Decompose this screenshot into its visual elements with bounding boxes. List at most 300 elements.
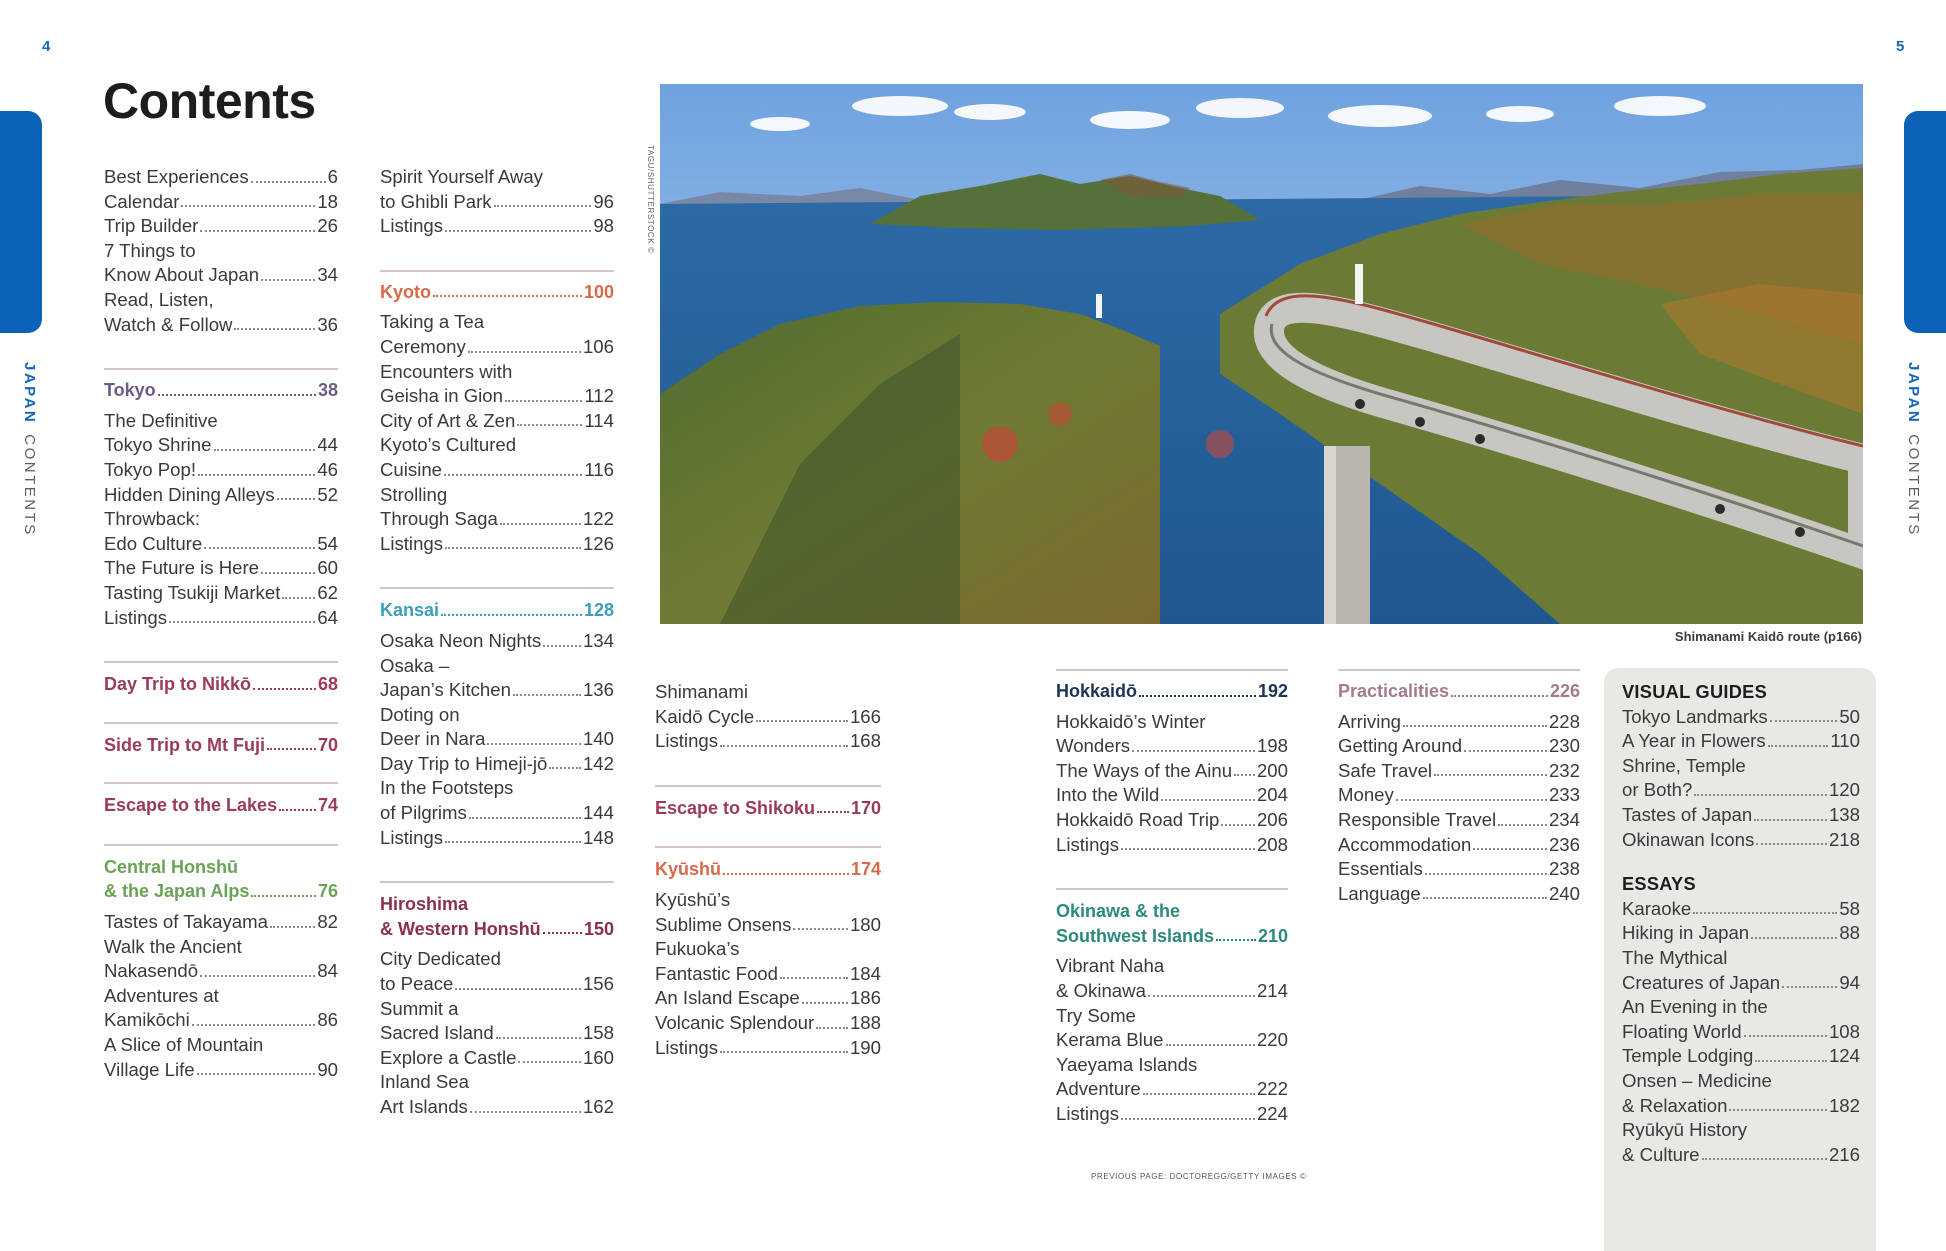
- toc-entry[interactable]: [380, 458, 614, 483]
- heading-page: 76: [317, 881, 338, 902]
- toc-list-kyushu: [655, 888, 881, 1060]
- entry-title: Wonders: [1056, 735, 1131, 757]
- toc-entry[interactable]: [1622, 897, 1860, 922]
- entry-page: 90: [317, 1058, 338, 1080]
- section-divider: [380, 587, 614, 589]
- dot-leader: [1498, 824, 1547, 826]
- toc-entry[interactable]: [1338, 882, 1580, 907]
- toc-entry[interactable]: [380, 752, 614, 777]
- essays-heading: ESSAYS: [1622, 874, 1696, 895]
- entry-page: 220: [1256, 1029, 1288, 1051]
- dot-leader: [816, 1027, 848, 1029]
- toc-heading-kansai[interactable]: [380, 598, 614, 623]
- dot-leader: [720, 745, 848, 747]
- toc-entry[interactable]: [1056, 1102, 1288, 1127]
- toc-entry-line[interactable]: Shimanami: [655, 681, 749, 702]
- visual-guides-list: [1622, 705, 1860, 853]
- toc-list-okinawa: [1056, 954, 1288, 1126]
- entry-title: Tokyo Pop!: [104, 458, 196, 480]
- entry-title: Japan’s Kitchen: [380, 679, 511, 701]
- toc-entry-line[interactable]: Shrine, Temple: [1622, 754, 1746, 776]
- section-divider: [104, 722, 338, 724]
- dot-leader: [234, 328, 315, 330]
- dot-leader: [1434, 774, 1547, 776]
- entry-page: 162: [582, 1096, 614, 1117]
- entry-title: Listings: [104, 606, 168, 628]
- toc-entry[interactable]: [104, 458, 338, 483]
- toc-heading-alps[interactable]: [104, 879, 338, 904]
- essays-list: [1622, 897, 1860, 1168]
- toc-entry-line[interactable]: Spirit Yourself Away: [380, 166, 543, 187]
- toc-entry[interactable]: [1056, 759, 1288, 784]
- entry-page: 144: [582, 802, 614, 824]
- toc-list-hokkaido: [1056, 710, 1288, 858]
- entry-title: Listings: [655, 1036, 719, 1058]
- dot-leader: [793, 928, 848, 930]
- entry-title: Temple Lodging: [1622, 1045, 1754, 1067]
- dot-leader: [470, 1111, 581, 1113]
- dot-leader: [455, 988, 581, 990]
- entry-title: Listings: [655, 730, 719, 752]
- toc-entry[interactable]: [104, 1008, 338, 1033]
- toc-heading-nikko[interactable]: [104, 672, 338, 697]
- toc-entry[interactable]: [104, 1058, 338, 1083]
- entry-title: Osaka Neon Nights: [380, 629, 542, 651]
- photo-illustration: [660, 84, 1863, 624]
- dot-leader: [445, 547, 581, 549]
- toc-entry-line[interactable]: The Definitive: [104, 409, 218, 431]
- toc-entry[interactable]: [655, 913, 881, 938]
- toc-entry[interactable]: [655, 962, 881, 987]
- entry-page: 62: [317, 581, 338, 603]
- toc-entry-line[interactable]: Hokkaidō’s Winter: [1056, 710, 1206, 732]
- toc-entry[interactable]: [1056, 833, 1288, 858]
- entry-page: 18: [317, 190, 338, 212]
- entry-title: Essentials: [1338, 858, 1423, 880]
- entry-page: 218: [1828, 828, 1860, 850]
- entry-page: 84: [317, 960, 338, 982]
- dot-leader: [1396, 799, 1547, 801]
- dot-leader: [468, 351, 581, 353]
- entry-title: Explore a Castle: [380, 1046, 517, 1068]
- toc-heading-okinawa[interactable]: [1056, 924, 1288, 949]
- toc-entry[interactable]: [104, 483, 338, 508]
- toc-entry[interactable]: [1622, 1020, 1860, 1045]
- entry-title: City of Art & Zen: [380, 409, 516, 431]
- entry-page: 190: [849, 1036, 881, 1058]
- dot-leader: [192, 1024, 316, 1026]
- heading-page: 210: [1257, 925, 1288, 946]
- toc-entry[interactable]: [1338, 808, 1580, 833]
- toc-entry[interactable]: [104, 214, 338, 239]
- toc-heading-hokkaido[interactable]: [1056, 679, 1288, 704]
- entry-title: Hidden Dining Alleys: [104, 483, 275, 505]
- entry-title: Money: [1338, 784, 1394, 806]
- toc-entry[interactable]: [1622, 1143, 1860, 1168]
- toc-entry-line[interactable]: Strolling: [380, 483, 448, 505]
- dot-leader: [282, 597, 315, 599]
- entry-page: 88: [1839, 922, 1860, 944]
- dot-leader: [1770, 720, 1838, 722]
- toc-entry[interactable]: [104, 556, 338, 581]
- hero-photo-shimanami: [660, 84, 1863, 624]
- toc-entry[interactable]: [104, 190, 338, 215]
- heading-page: 150: [583, 918, 614, 939]
- dot-leader: [445, 230, 591, 232]
- entry-page: 166: [849, 705, 881, 727]
- heading-page: 128: [583, 600, 614, 621]
- heading-text: Hokkaidō: [1056, 681, 1138, 701]
- dot-leader: [802, 1002, 848, 1004]
- toc-entry[interactable]: [104, 433, 338, 458]
- section-divider: [104, 782, 338, 784]
- heading-text: Kansai: [380, 600, 440, 621]
- toc-entry-line[interactable]: Summit a: [380, 997, 459, 1019]
- entry-title: Calendar: [104, 190, 180, 212]
- entry-page: 228: [1548, 710, 1580, 732]
- section-divider: [1056, 669, 1288, 671]
- toc-list-alps: [104, 910, 338, 1082]
- toc-list-hiroshima: [380, 947, 614, 1119]
- toc-entry[interactable]: [655, 986, 881, 1011]
- entry-page: 234: [1548, 808, 1580, 830]
- entry-page: 232: [1548, 759, 1580, 781]
- dot-leader: [1121, 1118, 1255, 1120]
- entry-title: Listings: [1056, 1102, 1120, 1124]
- entry-title: Listings: [380, 826, 444, 848]
- toc-entry[interactable]: [380, 532, 614, 557]
- toc-entry[interactable]: [380, 384, 614, 409]
- toc-entry-line[interactable]: The Mythical: [1622, 946, 1728, 968]
- toc-heading-hiroshima-line1[interactable]: Hiroshima: [380, 894, 469, 915]
- toc-entry[interactable]: [104, 532, 338, 557]
- dot-leader: [549, 767, 581, 769]
- dot-leader: [445, 841, 581, 843]
- entry-title: Responsible Travel: [1338, 808, 1497, 830]
- toc-heading-fuji[interactable]: [104, 733, 338, 758]
- entry-page: 148: [582, 826, 614, 848]
- toc-entry-line[interactable]: An Evening in the: [1622, 996, 1768, 1018]
- dot-leader: [469, 817, 581, 819]
- toc-entry-line[interactable]: Yaeyama Islands: [1056, 1053, 1198, 1075]
- entry-title: Tastes of Japan: [1622, 803, 1753, 825]
- entry-page: 134: [582, 629, 614, 651]
- dot-leader: [444, 474, 582, 476]
- toc-entry[interactable]: [104, 263, 338, 288]
- toc-entry-line[interactable]: Kyūshū’s: [655, 888, 731, 910]
- dot-leader: [169, 621, 315, 623]
- dot-leader: [518, 1061, 581, 1063]
- entry-page: 236: [1548, 833, 1580, 855]
- side-label-section: CONTENTS: [1905, 434, 1922, 537]
- entry-page: 122: [582, 508, 614, 530]
- toc-entry-line[interactable]: Adventures at: [104, 984, 219, 1006]
- toc-entry[interactable]: [380, 1095, 614, 1120]
- toc-column-3: [655, 680, 881, 1060]
- toc-entry[interactable]: [1622, 705, 1860, 730]
- entry-title: Geisha in Gion: [380, 385, 503, 407]
- toc-entry[interactable]: [380, 826, 614, 851]
- entry-title: Watch & Follow: [104, 313, 233, 335]
- entry-title: Safe Travel: [1338, 759, 1433, 781]
- toc-entry-line[interactable]: In the Footsteps: [380, 777, 514, 799]
- entry-page: 124: [1828, 1045, 1860, 1067]
- toc-entry[interactable]: [1338, 783, 1580, 808]
- dot-leader: [200, 975, 315, 977]
- dot-leader: [1234, 774, 1255, 776]
- heading-text: Side Trip to Mt Fuji: [104, 734, 265, 755]
- page-number-right: 5: [1896, 38, 1905, 55]
- dot-leader: [1148, 995, 1255, 997]
- entry-page: 156: [582, 973, 614, 995]
- toc-entry-line[interactable]: Throwback:: [104, 508, 201, 530]
- toc-entry[interactable]: [1338, 833, 1580, 858]
- toc-entry[interactable]: [1622, 1094, 1860, 1119]
- entry-page: 108: [1828, 1020, 1860, 1042]
- entry-page: 34: [317, 264, 338, 286]
- entry-title: Adventure: [1056, 1078, 1141, 1100]
- side-label-book: JAPAN: [21, 362, 38, 425]
- entry-page: 106: [582, 335, 614, 357]
- dot-leader: [251, 181, 326, 183]
- entry-title: Through Saga: [380, 508, 498, 530]
- toc-entry[interactable]: [1338, 759, 1580, 784]
- entry-page: 52: [317, 483, 338, 505]
- toc-entry[interactable]: [380, 1021, 614, 1046]
- toc-entry[interactable]: [1622, 778, 1860, 803]
- entry-title: Cuisine: [380, 458, 443, 480]
- page-number-left: 4: [42, 38, 51, 55]
- toc-heading-practicalities[interactable]: [1338, 679, 1580, 704]
- toc-entry-line[interactable]: Ryūkyū History: [1622, 1119, 1748, 1141]
- heading-text: Southwest Islands: [1056, 925, 1215, 946]
- dot-leader: [1702, 1158, 1827, 1160]
- toc-heading-shikoku[interactable]: [655, 796, 881, 821]
- toc-entry[interactable]: [380, 409, 614, 434]
- heading-page: 174: [850, 859, 881, 880]
- entry-page: 96: [593, 190, 614, 212]
- photo-credit-vertical: TAGU/SHUTTERSTOCK ©: [646, 145, 655, 254]
- previous-page-credit: PREVIOUS PAGE: DOCTOREGG/GETTY IMAGES ©: [1091, 1172, 1307, 1181]
- dot-leader: [261, 572, 315, 574]
- heading-page: 170: [850, 797, 881, 818]
- toc-entry[interactable]: [1056, 734, 1288, 759]
- dot-leader: [1423, 897, 1547, 899]
- entry-page: 120: [1828, 779, 1860, 801]
- toc-entry-line[interactable]: Walk the Ancient: [104, 935, 242, 957]
- entry-page: 198: [1256, 735, 1288, 757]
- entry-page: 188: [849, 1011, 881, 1033]
- toc-entry-line[interactable]: Inland Sea: [380, 1071, 469, 1093]
- toc-entry[interactable]: [1622, 921, 1860, 946]
- entry-page: 86: [317, 1009, 338, 1031]
- toc-entry[interactable]: [1338, 857, 1580, 882]
- dot-leader: [270, 926, 315, 928]
- toc-list-practicalities: [1338, 710, 1580, 907]
- toc-heading-okinawa-line1[interactable]: Okinawa & the: [1056, 901, 1181, 922]
- toc-entry-line[interactable]: Vibrant Naha: [1056, 955, 1165, 977]
- toc-entry[interactable]: [1622, 971, 1860, 996]
- dot-leader: [1755, 1060, 1827, 1062]
- toc-entry[interactable]: [380, 1046, 614, 1071]
- toc-list-kansai: [380, 629, 614, 850]
- dot-leader: [1768, 745, 1829, 747]
- toc-heading-kyushu[interactable]: [655, 857, 881, 882]
- dot-leader: [1121, 848, 1255, 850]
- entry-page: 140: [582, 728, 614, 750]
- entry-title: & Relaxation: [1622, 1094, 1728, 1116]
- entry-page: 126: [582, 532, 614, 554]
- toc-entry[interactable]: [380, 801, 614, 826]
- toc-entry[interactable]: [104, 581, 338, 606]
- toc-entry-line[interactable]: Read, Listen,: [104, 288, 214, 310]
- heading-page: 226: [1549, 681, 1580, 701]
- section-divider: [655, 785, 881, 787]
- toc-entry[interactable]: [1056, 1028, 1288, 1053]
- entry-title: An Island Escape: [655, 987, 800, 1009]
- toc-entry[interactable]: [104, 959, 338, 984]
- dot-leader: [197, 1073, 316, 1075]
- toc-entry[interactable]: [1338, 734, 1580, 759]
- dot-leader: [1161, 799, 1255, 801]
- entry-page: 94: [1839, 971, 1860, 993]
- dot-leader: [1473, 848, 1547, 850]
- entry-page: 216: [1828, 1143, 1860, 1165]
- toc-entry[interactable]: [655, 1011, 881, 1036]
- toc-list-intro: [380, 165, 614, 239]
- heading-text: Day Trip to Nikkō: [104, 674, 252, 695]
- entry-page: 58: [1839, 897, 1860, 919]
- side-label-section: CONTENTS: [21, 434, 38, 537]
- entry-title: Sacred Island: [380, 1022, 494, 1044]
- toc-heading-alps-line1[interactable]: Central Honshū: [104, 856, 239, 877]
- entry-page: 230: [1548, 735, 1580, 757]
- toc-entry[interactable]: [380, 190, 614, 215]
- entry-title: & Culture: [1622, 1143, 1700, 1165]
- entry-title: Arriving: [1338, 710, 1402, 732]
- heading-text: Tokyo: [104, 380, 156, 401]
- entry-page: 214: [1256, 979, 1288, 1001]
- toc-entry[interactable]: [380, 972, 614, 997]
- dot-leader: [261, 279, 315, 281]
- toc-entry[interactable]: [1622, 1044, 1860, 1069]
- heading-page: 38: [317, 380, 338, 401]
- entry-page: 168: [849, 730, 881, 752]
- toc-entry[interactable]: [1338, 710, 1580, 735]
- toc-heading-kyoto[interactable]: [380, 280, 614, 305]
- toc-entry[interactable]: [655, 1036, 881, 1061]
- dot-leader: [494, 205, 592, 207]
- toc-entry[interactable]: [104, 165, 338, 190]
- toc-entry[interactable]: [1622, 828, 1860, 853]
- heading-text: Escape to Shikoku: [655, 797, 816, 818]
- dot-leader: [181, 205, 315, 207]
- toc-entry-line[interactable]: Taking a Tea: [380, 311, 485, 333]
- toc-entry-line[interactable]: Fukuoka’s: [655, 938, 740, 960]
- heading-page: 70: [317, 734, 338, 755]
- toc-entry[interactable]: [380, 214, 614, 239]
- toc-entry[interactable]: [655, 705, 881, 730]
- toc-entry[interactable]: [1056, 783, 1288, 808]
- toc-entry[interactable]: [380, 629, 614, 654]
- section-divider: [104, 661, 338, 663]
- entry-title: & Okinawa: [1056, 979, 1146, 1001]
- toc-entry[interactable]: [104, 313, 338, 338]
- entry-page: 158: [582, 1022, 614, 1044]
- entry-page: 184: [849, 962, 881, 984]
- toc-entry-line[interactable]: Kyoto’s Cultured: [380, 434, 517, 456]
- entry-page: 36: [317, 313, 338, 335]
- entry-page: 142: [582, 752, 614, 774]
- entry-page: 224: [1256, 1102, 1288, 1124]
- entry-title: A Year in Flowers: [1622, 730, 1766, 752]
- toc-entry[interactable]: [1056, 808, 1288, 833]
- entry-title: Fantastic Food: [655, 962, 778, 984]
- toc-entry-line[interactable]: Doting on: [380, 703, 460, 725]
- toc-list-intro: [104, 165, 338, 337]
- section-divider: [104, 844, 338, 846]
- toc-heading-hiroshima[interactable]: [380, 917, 614, 942]
- toc-list-kyoto: [380, 310, 614, 556]
- heading-text: Kyoto: [380, 281, 431, 302]
- toc-entry[interactable]: [104, 606, 338, 631]
- toc-entry[interactable]: [380, 335, 614, 360]
- toc-list-tokyo: [104, 409, 338, 630]
- dot-leader: [543, 645, 581, 647]
- dot-leader: [204, 547, 315, 549]
- toc-column-2: [380, 165, 614, 1120]
- page-title: Contents: [103, 73, 316, 129]
- toc-entry-line[interactable]: City Dedicated: [380, 948, 501, 970]
- toc-entry[interactable]: [1056, 1077, 1288, 1102]
- entry-page: 233: [1548, 784, 1580, 806]
- toc-entry-line[interactable]: Encounters with: [380, 360, 513, 382]
- entry-title: Tokyo Landmarks: [1622, 705, 1768, 727]
- entry-page: 54: [317, 532, 338, 554]
- toc-heading-tokyo[interactable]: [104, 378, 338, 403]
- dot-leader: [198, 474, 315, 476]
- toc-entry-line[interactable]: A Slice of Mountain: [104, 1034, 264, 1056]
- toc-entry[interactable]: [1056, 979, 1288, 1004]
- toc-entry-line[interactable]: Onsen – Medicine: [1622, 1069, 1772, 1091]
- toc-entry[interactable]: [380, 727, 614, 752]
- toc-column-4: [1056, 669, 1288, 1127]
- dot-leader: [1782, 986, 1837, 988]
- toc-entry[interactable]: [655, 729, 881, 754]
- entry-title: Karaoke: [1622, 897, 1692, 919]
- entry-page: 116: [584, 458, 614, 480]
- toc-heading-lakes[interactable]: [104, 793, 338, 818]
- photo-caption: Shimanami Kaidō route (p166): [1674, 629, 1862, 644]
- toc-entry[interactable]: [104, 910, 338, 935]
- toc-entry-line[interactable]: Osaka –: [380, 654, 450, 676]
- toc-entry[interactable]: [1622, 803, 1860, 828]
- entry-title: Kaidō Cycle: [655, 705, 755, 727]
- heading-page: 192: [1257, 681, 1288, 701]
- toc-entry[interactable]: [380, 678, 614, 703]
- entry-page: 6: [327, 166, 338, 187]
- toc-entry-line[interactable]: Try Some: [1056, 1004, 1136, 1026]
- toc-column-5: [1338, 669, 1580, 906]
- dot-leader: [1143, 1093, 1255, 1095]
- toc-entry[interactable]: [1622, 729, 1860, 754]
- entry-title: Tokyo Shrine: [104, 434, 212, 456]
- toc-entry-line[interactable]: 7 Things to: [104, 239, 196, 261]
- toc-entry[interactable]: [380, 507, 614, 532]
- entry-title: to Ghibli Park: [380, 190, 492, 212]
- entry-title: Art Islands: [380, 1096, 468, 1117]
- section-tab-right: [1904, 111, 1946, 333]
